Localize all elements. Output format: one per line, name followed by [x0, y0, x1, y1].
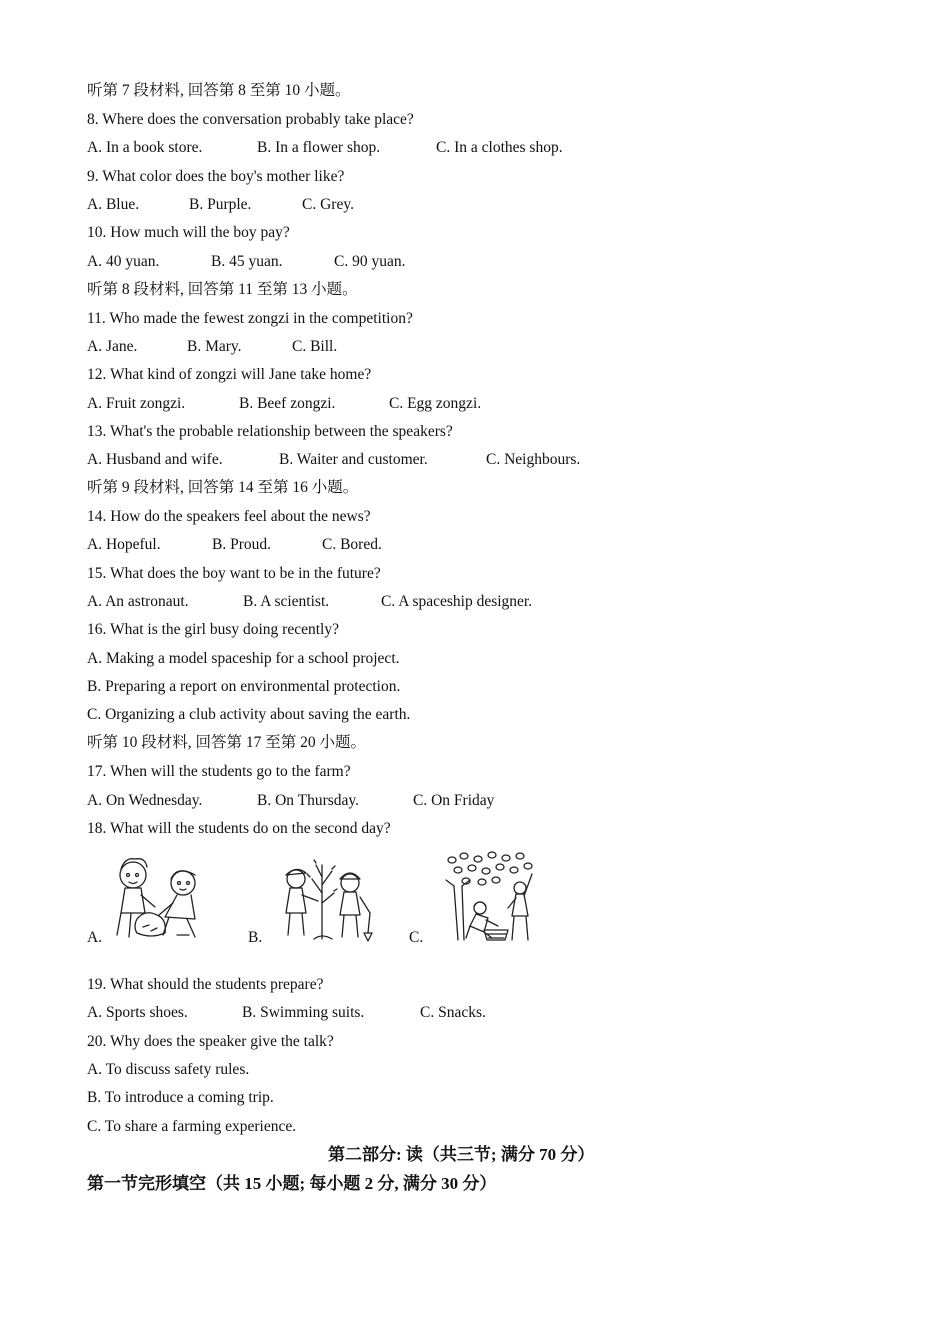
question-12: 12. What kind of zongzi will Jane take home?	[87, 366, 372, 383]
q12-option-a: A. Fruit zongzi.	[87, 395, 186, 412]
q13-option-b: B. Waiter and customer.	[279, 451, 428, 468]
q8-option-c: C. In a clothes shop.	[436, 139, 563, 156]
children-picking-up-litter-icon	[107, 855, 219, 943]
section-one-title: 第一节完形填空（共 15 小题; 每小题 2 分, 满分 30 分）	[87, 1174, 497, 1193]
q9-option-b: B. Purple.	[189, 196, 252, 213]
question-15: 15. What does the boy want to be in the future?	[87, 565, 381, 582]
people-picking-fruit-icon	[440, 850, 540, 946]
part-two-title: 第二部分: 读（共三节; 满分 70 分）	[328, 1145, 595, 1164]
question-9: 9. What color does the boy's mother like?	[87, 168, 345, 185]
section-header-10: 听第 10 段材料, 回答第 17 至第 20 小题。	[87, 734, 367, 751]
question-16: 16. What is the girl busy doing recently?	[87, 621, 339, 638]
question-17: 17. When will the students go to the farm?	[87, 763, 351, 780]
q18-option-c: C.	[409, 929, 424, 946]
q10-option-b: B. 45 yuan.	[211, 253, 283, 270]
q16-option-a: A. Making a model spaceship for a school project.	[87, 650, 400, 667]
question-19: 19. What should the students prepare?	[87, 976, 324, 993]
q19-option-a: A. Sports shoes.	[87, 1004, 188, 1021]
q13-option-c: C. Neighbours.	[486, 451, 581, 468]
q8-option-a: A. In a book store.	[87, 139, 203, 156]
q19-option-b: B. Swimming suits.	[242, 1004, 365, 1021]
q20-option-c: C. To share a farming experience.	[87, 1118, 297, 1135]
question-13: 13. What's the probable relationship between the speakers?	[87, 423, 453, 440]
q10-option-c: C. 90 yuan.	[334, 253, 406, 270]
q19-option-c: C. Snacks.	[420, 1004, 486, 1021]
q13-option-a: A. Husband and wife.	[87, 451, 223, 468]
q9-option-a: A. Blue.	[87, 196, 140, 213]
q12-option-b: B. Beef zongzi.	[239, 395, 336, 412]
q18-option-b: B.	[248, 929, 263, 946]
section-header-7: 听第 7 段材料, 回答第 8 至第 10 小题。	[87, 82, 351, 99]
children-planting-tree-icon	[274, 853, 378, 945]
q17-option-c: C. On Friday	[413, 792, 495, 809]
question-18: 18. What will the students do on the second day?	[87, 820, 391, 837]
q17-option-a: A. On Wednesday.	[87, 792, 203, 809]
q15-option-a: A. An astronaut.	[87, 593, 189, 610]
q11-option-a: A. Jane.	[87, 338, 138, 355]
question-11: 11. Who made the fewest zongzi in the competition?	[87, 310, 413, 327]
q20-option-b: B. To introduce a coming trip.	[87, 1089, 274, 1106]
q18-option-a: A.	[87, 929, 103, 946]
q14-option-a: A. Hopeful.	[87, 536, 161, 553]
q16-option-c: C. Organizing a club activity about saving the earth.	[87, 706, 411, 723]
section-header-9: 听第 9 段材料, 回答第 14 至第 16 小题。	[87, 479, 359, 496]
q11-option-b: B. Mary.	[187, 338, 242, 355]
q14-option-c: C. Bored.	[322, 536, 382, 553]
question-20: 20. Why does the speaker give the talk?	[87, 1033, 334, 1050]
q8-option-b: B. In a flower shop.	[257, 139, 381, 156]
q20-option-a: A. To discuss safety rules.	[87, 1061, 250, 1078]
q12-option-c: C. Egg zongzi.	[389, 395, 482, 412]
q15-option-c: C. A spaceship designer.	[381, 593, 533, 610]
q16-option-b: B. Preparing a report on environmental protection.	[87, 678, 401, 695]
q9-option-c: C. Grey.	[302, 196, 354, 213]
q17-option-b: B. On Thursday.	[257, 792, 360, 809]
q10-option-a: A. 40 yuan.	[87, 253, 160, 270]
question-14: 14. How do the speakers feel about the news?	[87, 508, 371, 525]
question-8: 8. Where does the conversation probably take place?	[87, 111, 414, 128]
section-header-8: 听第 8 段材料, 回答第 11 至第 13 小题。	[87, 281, 358, 298]
question-10: 10. How much will the boy pay?	[87, 224, 290, 241]
q14-option-b: B. Proud.	[212, 536, 271, 553]
q11-option-c: C. Bill.	[292, 338, 338, 355]
q15-option-b: B. A scientist.	[243, 593, 330, 610]
